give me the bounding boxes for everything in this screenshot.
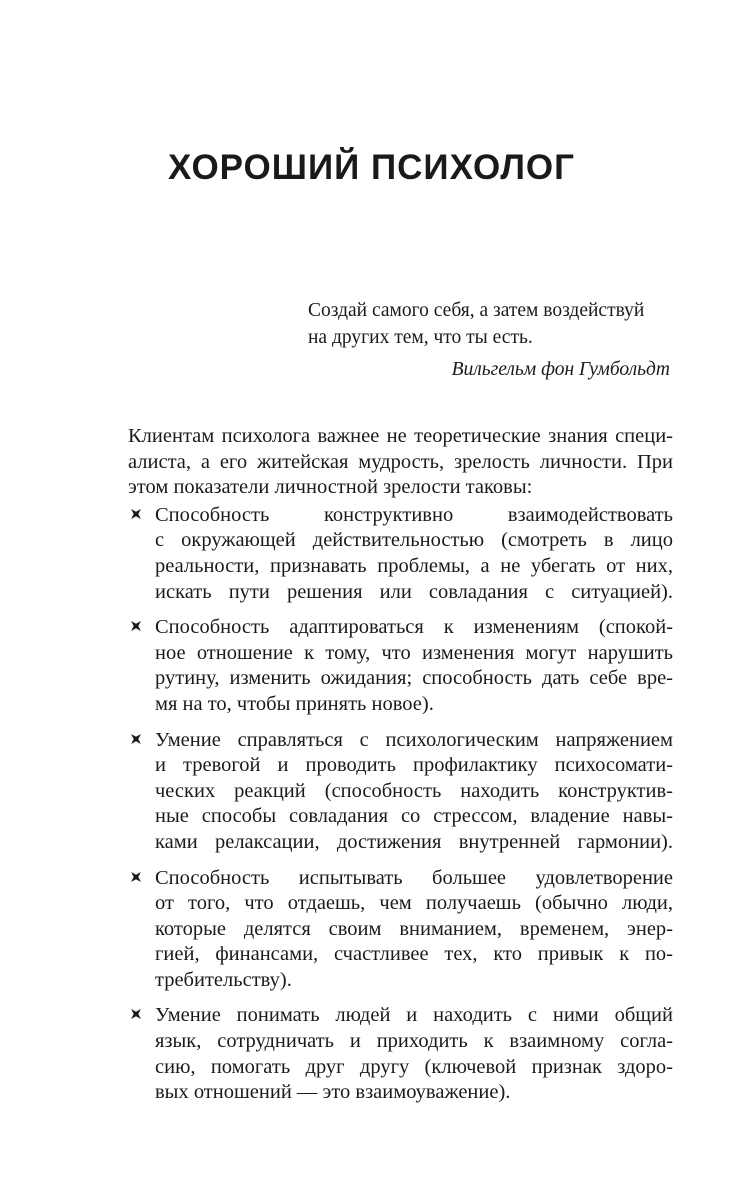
- list-item: [128, 866, 673, 994]
- list-item: [128, 615, 673, 717]
- list-item-line: ное отношение к тому, что изменения могут нарушить: [155, 641, 673, 664]
- epigraph-line: Создай самого себя, а затем воздействуй: [308, 300, 645, 321]
- list-item-line: реальности, признавать проблемы, а не убегать от них,: [155, 554, 673, 577]
- list-item-line: и тревогой и проводить профилактику психосомати-: [155, 754, 673, 777]
- list-item-line: требительству).: [155, 968, 292, 991]
- paragraph-line: Клиентам психолога важнее не теоретические знания специ-: [128, 425, 673, 447]
- body-text: [128, 424, 673, 1116]
- list-item: [128, 1003, 673, 1105]
- list-item-line: ческих реакций (способность находить конструктив-: [155, 779, 673, 802]
- list-item-line: от того, что отдаешь, чем получаешь (обычно люди,: [155, 892, 673, 915]
- four-pointed-star-icon: [129, 507, 143, 521]
- list-item-line: ные способы совладания со стрессом, владение навы-: [155, 805, 673, 828]
- list-item-line: ками релаксации, достижения внутренней гармонии).: [155, 830, 673, 853]
- list-item-line: мя на то, чтобы принять новое).: [155, 692, 434, 715]
- epigraph-author: Вильгельм фон Гумбольдт: [451, 359, 670, 380]
- list-item: [128, 728, 673, 856]
- four-pointed-star-icon: [129, 1007, 143, 1021]
- list-item-line: рутину, изменить ожидания; способность дать себе вре-: [155, 667, 673, 690]
- list-item-line: язык, сотрудничать и приходить к взаимному согла-: [155, 1030, 673, 1053]
- four-pointed-star-icon: [129, 619, 143, 633]
- four-pointed-star-icon: [129, 732, 143, 746]
- maturity-list: [128, 503, 673, 1106]
- list-item-line: которые делятся своим вниманием, временем, энер-: [155, 917, 673, 940]
- list-item-line: Умение справляться с психологическим напряжением: [155, 728, 673, 751]
- four-pointed-star-icon: [129, 870, 143, 884]
- list-item-line: гией, финансами, счастливее тех, кто привык к по-: [155, 943, 673, 966]
- list-item-line: вых отношений — это взаимоуважение).: [155, 1081, 511, 1104]
- list-item-line: сию, помогать друг другу (ключевой признак здоро-: [155, 1055, 673, 1078]
- paragraph-line: этом показатели личностной зрелости таковы:: [128, 476, 533, 499]
- epigraph: [308, 297, 670, 383]
- list-item-line: Способность конструктивно взаимодействовать: [155, 503, 673, 526]
- list-item-line: с окружающей действительностью (смотреть в лицо: [155, 529, 673, 552]
- epigraph-line: на других тем, что ты есть.: [308, 327, 533, 348]
- list-item-line: искать пути решения или совладания с ситуацией).: [155, 580, 673, 603]
- list-item-line: Умение понимать людей и находить с ними общий: [155, 1004, 673, 1027]
- list-item-line: Способность испытывать большее удовлетворение: [155, 866, 673, 889]
- list-item: [128, 503, 673, 605]
- list-item-line: Способность адаптироваться к изменениям (спокой-: [155, 616, 673, 639]
- page-title: ХОРОШИЙ ПСИХОЛОГ: [168, 148, 575, 187]
- paragraph-line: алиста, а его житейская мудрость, зрелость личности. При: [128, 450, 673, 473]
- intro-paragraph: [128, 424, 673, 501]
